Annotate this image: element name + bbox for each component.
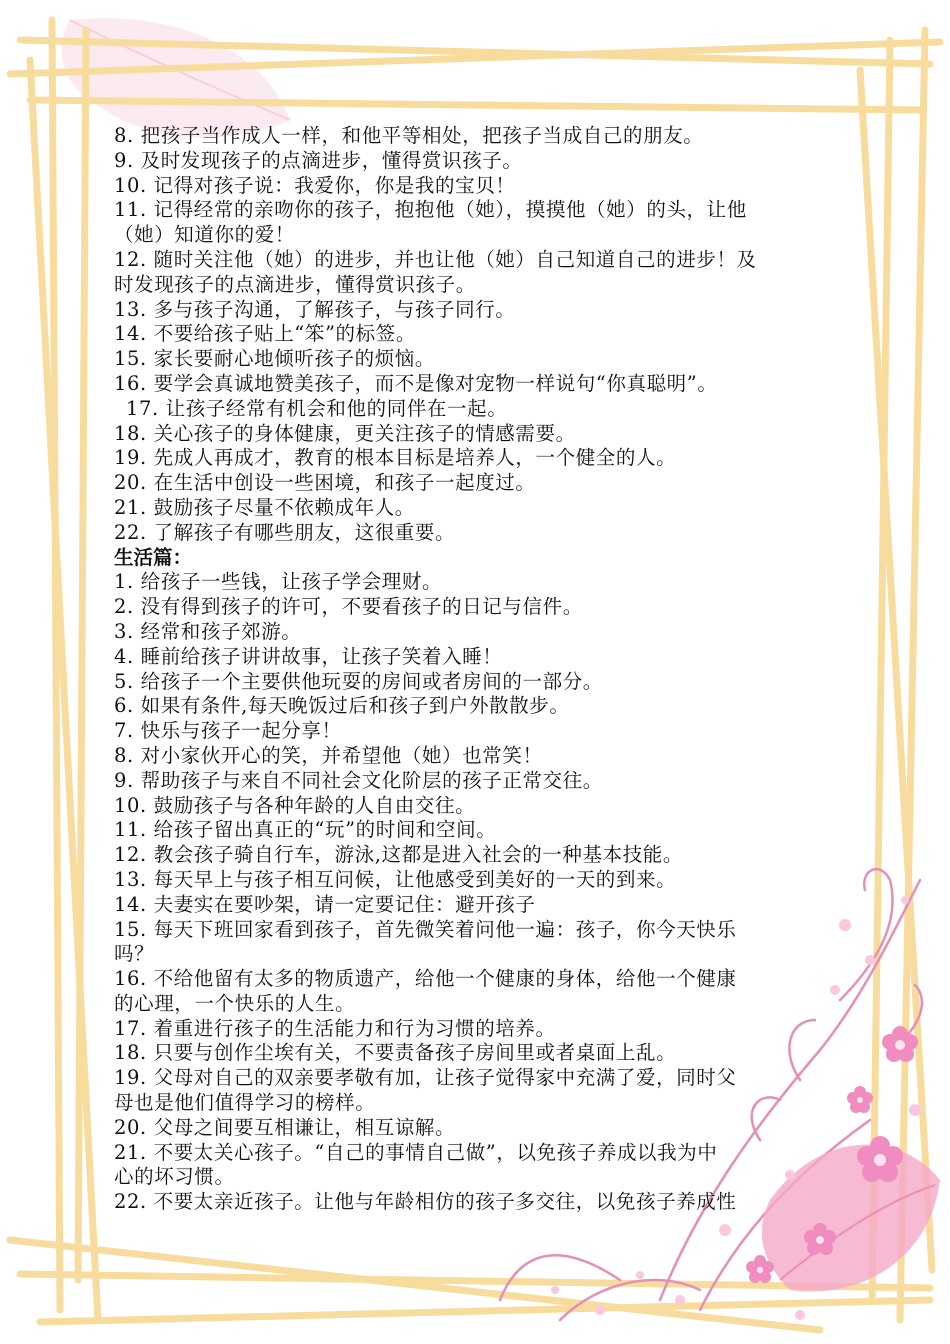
list-item: 19. 先成人再成才，教育的根本目标是培养人，一个健全的人。 (114, 446, 677, 470)
list-item: 11. 记得经常的亲吻你的孩子，抱抱他（她），摸摸他（她）的头，让他 (114, 198, 747, 222)
list-item: 16. 要学会真诚地赞美孩子，而不是像对宠物一样说句“你真聪明”。 (114, 371, 718, 395)
list-item: 12. 教会孩子骑自行车，游泳,这都是进入社会的一种基本技能。 (114, 843, 684, 867)
list-item: 17. 让孩子经常有机会和他的同伴在一起。 (126, 396, 508, 420)
list-item: 22. 了解孩子有哪些朋友，这很重要。 (114, 520, 456, 544)
list-item-continuation: 吗？ (114, 942, 155, 966)
list-item-continuation: 母也是他们值得学习的榜样。 (114, 1091, 376, 1115)
list-item: 7. 快乐与孩子一起分享！ (114, 719, 342, 743)
list-item: 14. 不要给孩子贴上“笨”的标签。 (114, 322, 416, 346)
list-item-continuation: 心的坏习惯。 (114, 1165, 235, 1189)
list-item: 14. 夫妻实在要吵架，请一定要记住：避开孩子 (114, 892, 536, 916)
list-item: 21. 不要太关心孩子。“自己的事情自己做”，以免孩子养成以我为中 (114, 1140, 718, 1164)
document-text (114, 124, 844, 1215)
list-item: 13. 每天早上与孩子相互问候，让他感受到美好的一天的到来。 (114, 867, 677, 891)
list-item: 8. 对小家伙开心的笑，并希望他（她）也常笑！ (114, 743, 543, 767)
list-item: 5. 给孩子一个主要供他玩耍的房间或者房间的一部分。 (114, 669, 603, 693)
list-item: 9. 及时发现孩子的点滴进步，懂得赏识孩子。 (114, 148, 523, 172)
list-item: 13. 多与孩子沟通，了解孩子，与孩子同行。 (114, 297, 516, 321)
list-item: 16. 不给他留有太多的物质遗产，给他一个健康的身体，给他一个健康 (114, 967, 737, 991)
list-item: 21. 鼓励孩子尽量不依赖成年人。 (114, 495, 415, 519)
list-item: 17. 着重进行孩子的生活能力和行为习惯的培养。 (114, 1016, 556, 1040)
list-item: 2. 没有得到孩子的许可，不要看孩子的日记与信件。 (114, 595, 583, 619)
list-item: 10. 鼓励孩子与各种年龄的人自由交往。 (114, 793, 476, 817)
list-item: 19. 父母对自己的双亲要孝敬有加，让孩子觉得家中充满了爱，同时父 (114, 1066, 737, 1090)
list-item: 8. 把孩子当作成人一样，和他平等相处，把孩子当成自己的朋友。 (114, 124, 704, 147)
life-tips-list (114, 570, 844, 1215)
list-item: 11. 给孩子留出真正的“玩”的时间和空间。 (114, 818, 497, 842)
list-item-continuation: （她）知道你的爱！ (114, 223, 295, 247)
list-item-continuation: 时发现孩子的点滴进步，懂得赏识孩子。 (114, 272, 476, 296)
list-item: 12. 随时关注他（她）的进步，并也让他（她）自己知道自己的进步！及 (114, 247, 757, 271)
list-item: 6. 如果有条件,每天晚饭过后和孩子到户外散散步。 (114, 694, 570, 718)
list-item: 4. 睡前给孩子讲讲故事，让孩子笑着入睡！ (114, 644, 503, 668)
list-item: 9. 帮助孩子与来自不同社会文化阶层的孩子正常交往。 (114, 768, 603, 792)
list-item: 18. 只要与创作尘埃有关，不要责备孩子房间里或者桌面上乱。 (114, 1041, 677, 1065)
list-item-continuation: 的心理，一个快乐的人生。 (114, 991, 356, 1015)
section-heading: 生活篇： (114, 545, 193, 569)
list-item: 18. 关心孩子的身体健康，更关注孩子的情感需要。 (114, 421, 576, 445)
list-item: 3. 经常和孩子郊游。 (114, 619, 302, 643)
parenting-tips-list (114, 124, 844, 546)
list-item: 15. 家长要耐心地倾听孩子的烦恼。 (114, 347, 436, 371)
list-item: 1. 给孩子一些钱，让孩子学会理财。 (114, 570, 443, 594)
list-item: 22. 不要太亲近孩子。让他与年龄相仿的孩子多交往，以免孩子养成性 (114, 1190, 737, 1214)
list-item: 15. 每天下班回家看到孩子，首先微笑着问他一遍：孩子，你今天快乐 (114, 917, 737, 941)
list-item: 10. 记得对孩子说：我爱你，你是我的宝贝！ (114, 173, 516, 197)
list-item: 20. 在生活中创设一些困境，和孩子一起度过。 (114, 471, 536, 495)
list-item: 20. 父母之间要互相谦让，相互谅解。 (114, 1115, 456, 1139)
